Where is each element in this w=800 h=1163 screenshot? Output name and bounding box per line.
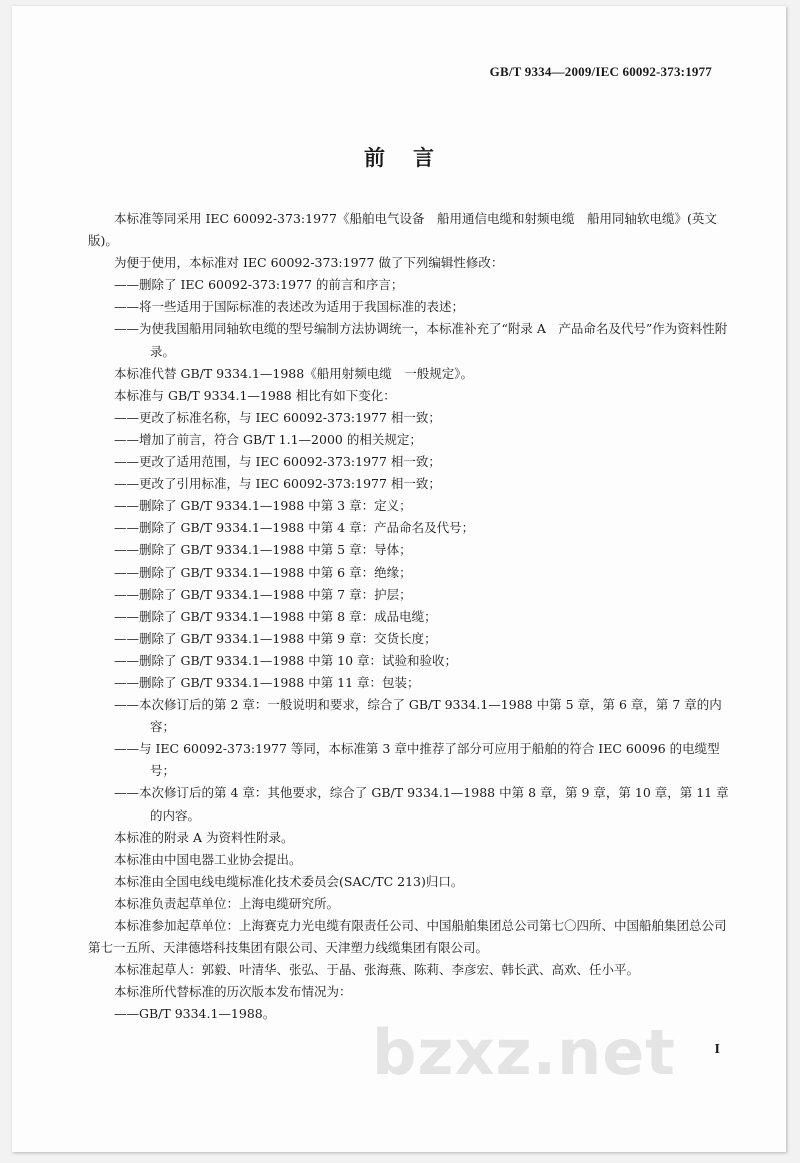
list-item: ——删除了 GB/T 9334.1—1988 中第 5 章：导体； [114,542,412,558]
list-item: ——删除了 IEC 60092-373:1977 的前言和序言； [114,277,404,293]
paragraph: 本标准代替 GB/T 9334.1—1988《船用射频电缆 一般规定》。 [114,365,473,381]
paragraph: 本标准参加起草单位：上海赛克力光电缆有限责任公司、中国船舶集团总公司第七〇四所、中国船舶集团总公司第七一五所、天津德塔科技集团有限公司、天津塑力线缆集团有限公司。 [88,918,727,956]
paragraph: 本标准等同采用 IEC 60092-373:1977《船舶电气设备 船用通信电缆和射频电缆 船用同轴软电缆》(英文版)。 [88,211,717,249]
standard-code-header: GB/T 9334—2009/IEC 60092-373:1977 [489,64,712,79]
paragraph: 本标准与 GB/T 9334.1—1988 相比有如下变化： [114,387,396,403]
list-item: ——为使我国船用同轴软电缆的型号编制方法协调统一，本标准补充了“附录 A 产品命名及代号”作为资料性附录。 [114,321,728,359]
list-item: ——将一些适用于国际标准的表述改为适用于我国标准的表述； [114,299,465,315]
list-item: ——删除了 GB/T 9334.1—1988 中第 8 章：成品电缆； [114,608,437,624]
page-number: I [714,1042,720,1057]
list-item: ——更改了引用标准，与 IEC 60092-373:1977 相一致； [114,476,441,492]
foreword-body [88,208,736,1025]
paragraph: 本标准所代替标准的历次版本发布情况为： [114,984,352,1000]
list-item: ——与 IEC 60092-373:1977 等同，本标准第 3 章中推荐了部分可应用于船舶的符合 IEC 60096 的电缆型号； [114,741,720,779]
list-item: ——删除了 GB/T 9334.1—1988 中第 9 章：交货长度； [114,630,437,646]
paragraph: 本标准负责起草单位：上海电缆研究所。 [114,895,340,911]
document-page [12,6,786,1152]
list-item: ——删除了 GB/T 9334.1—1988 中第 6 章：绝缘； [114,564,412,580]
paragraph: 本标准由全国电线电缆标准化技术委员会(SAC/TC 213)归口。 [114,873,464,889]
paragraph: 本标准起草人：郭毅、叶清华、张弘、于晶、张海燕、陈莉、李彦宏、韩长武、高欢、任小平。 [114,962,640,978]
list-item: ——本次修订后的第 2 章：一般说明和要求，综合了 GB/T 9334.1—1988 中第 5 章，第 6 章，第 7 章的内容； [114,697,722,735]
list-item: ——删除了 GB/T 9334.1—1988 中第 4 章：产品命名及代号； [114,520,475,536]
list-item: ——删除了 GB/T 9334.1—1988 中第 10 章：试验和验收； [114,652,458,668]
paragraph: 本标准的附录 A 为资料性附录。 [114,829,294,845]
list-item: ——删除了 GB/T 9334.1—1988 中第 11 章：包装； [114,674,420,690]
list-item: ——增加了前言，符合 GB/T 1.1—2000 的相关规定； [114,431,422,447]
list-item: ——更改了标准名称，与 IEC 60092-373:1977 相一致； [114,409,441,425]
list-item: ——更改了适用范围，与 IEC 60092-373:1977 相一致； [114,454,441,470]
watermark: bzxz.net [372,1016,676,1089]
paragraph: 本标准由中国电器工业协会提出。 [114,851,302,867]
page-title: 前言 [364,146,462,170]
list-item: ——本次修订后的第 4 章：其他要求，综合了 GB/T 9334.1—1988 中第 8 章，第 9 章，第 10 章，第 11 章的内容。 [114,785,729,823]
list-item: ——删除了 GB/T 9334.1—1988 中第 7 章：护层； [114,586,412,602]
paragraph: 为便于使用，本标准对 IEC 60092-373:1977 做了下列编辑性修改： [114,255,504,271]
list-item: ——删除了 GB/T 9334.1—1988 中第 3 章：定义； [114,498,412,514]
list-item: ——GB/T 9334.1—1988。 [114,1006,276,1022]
